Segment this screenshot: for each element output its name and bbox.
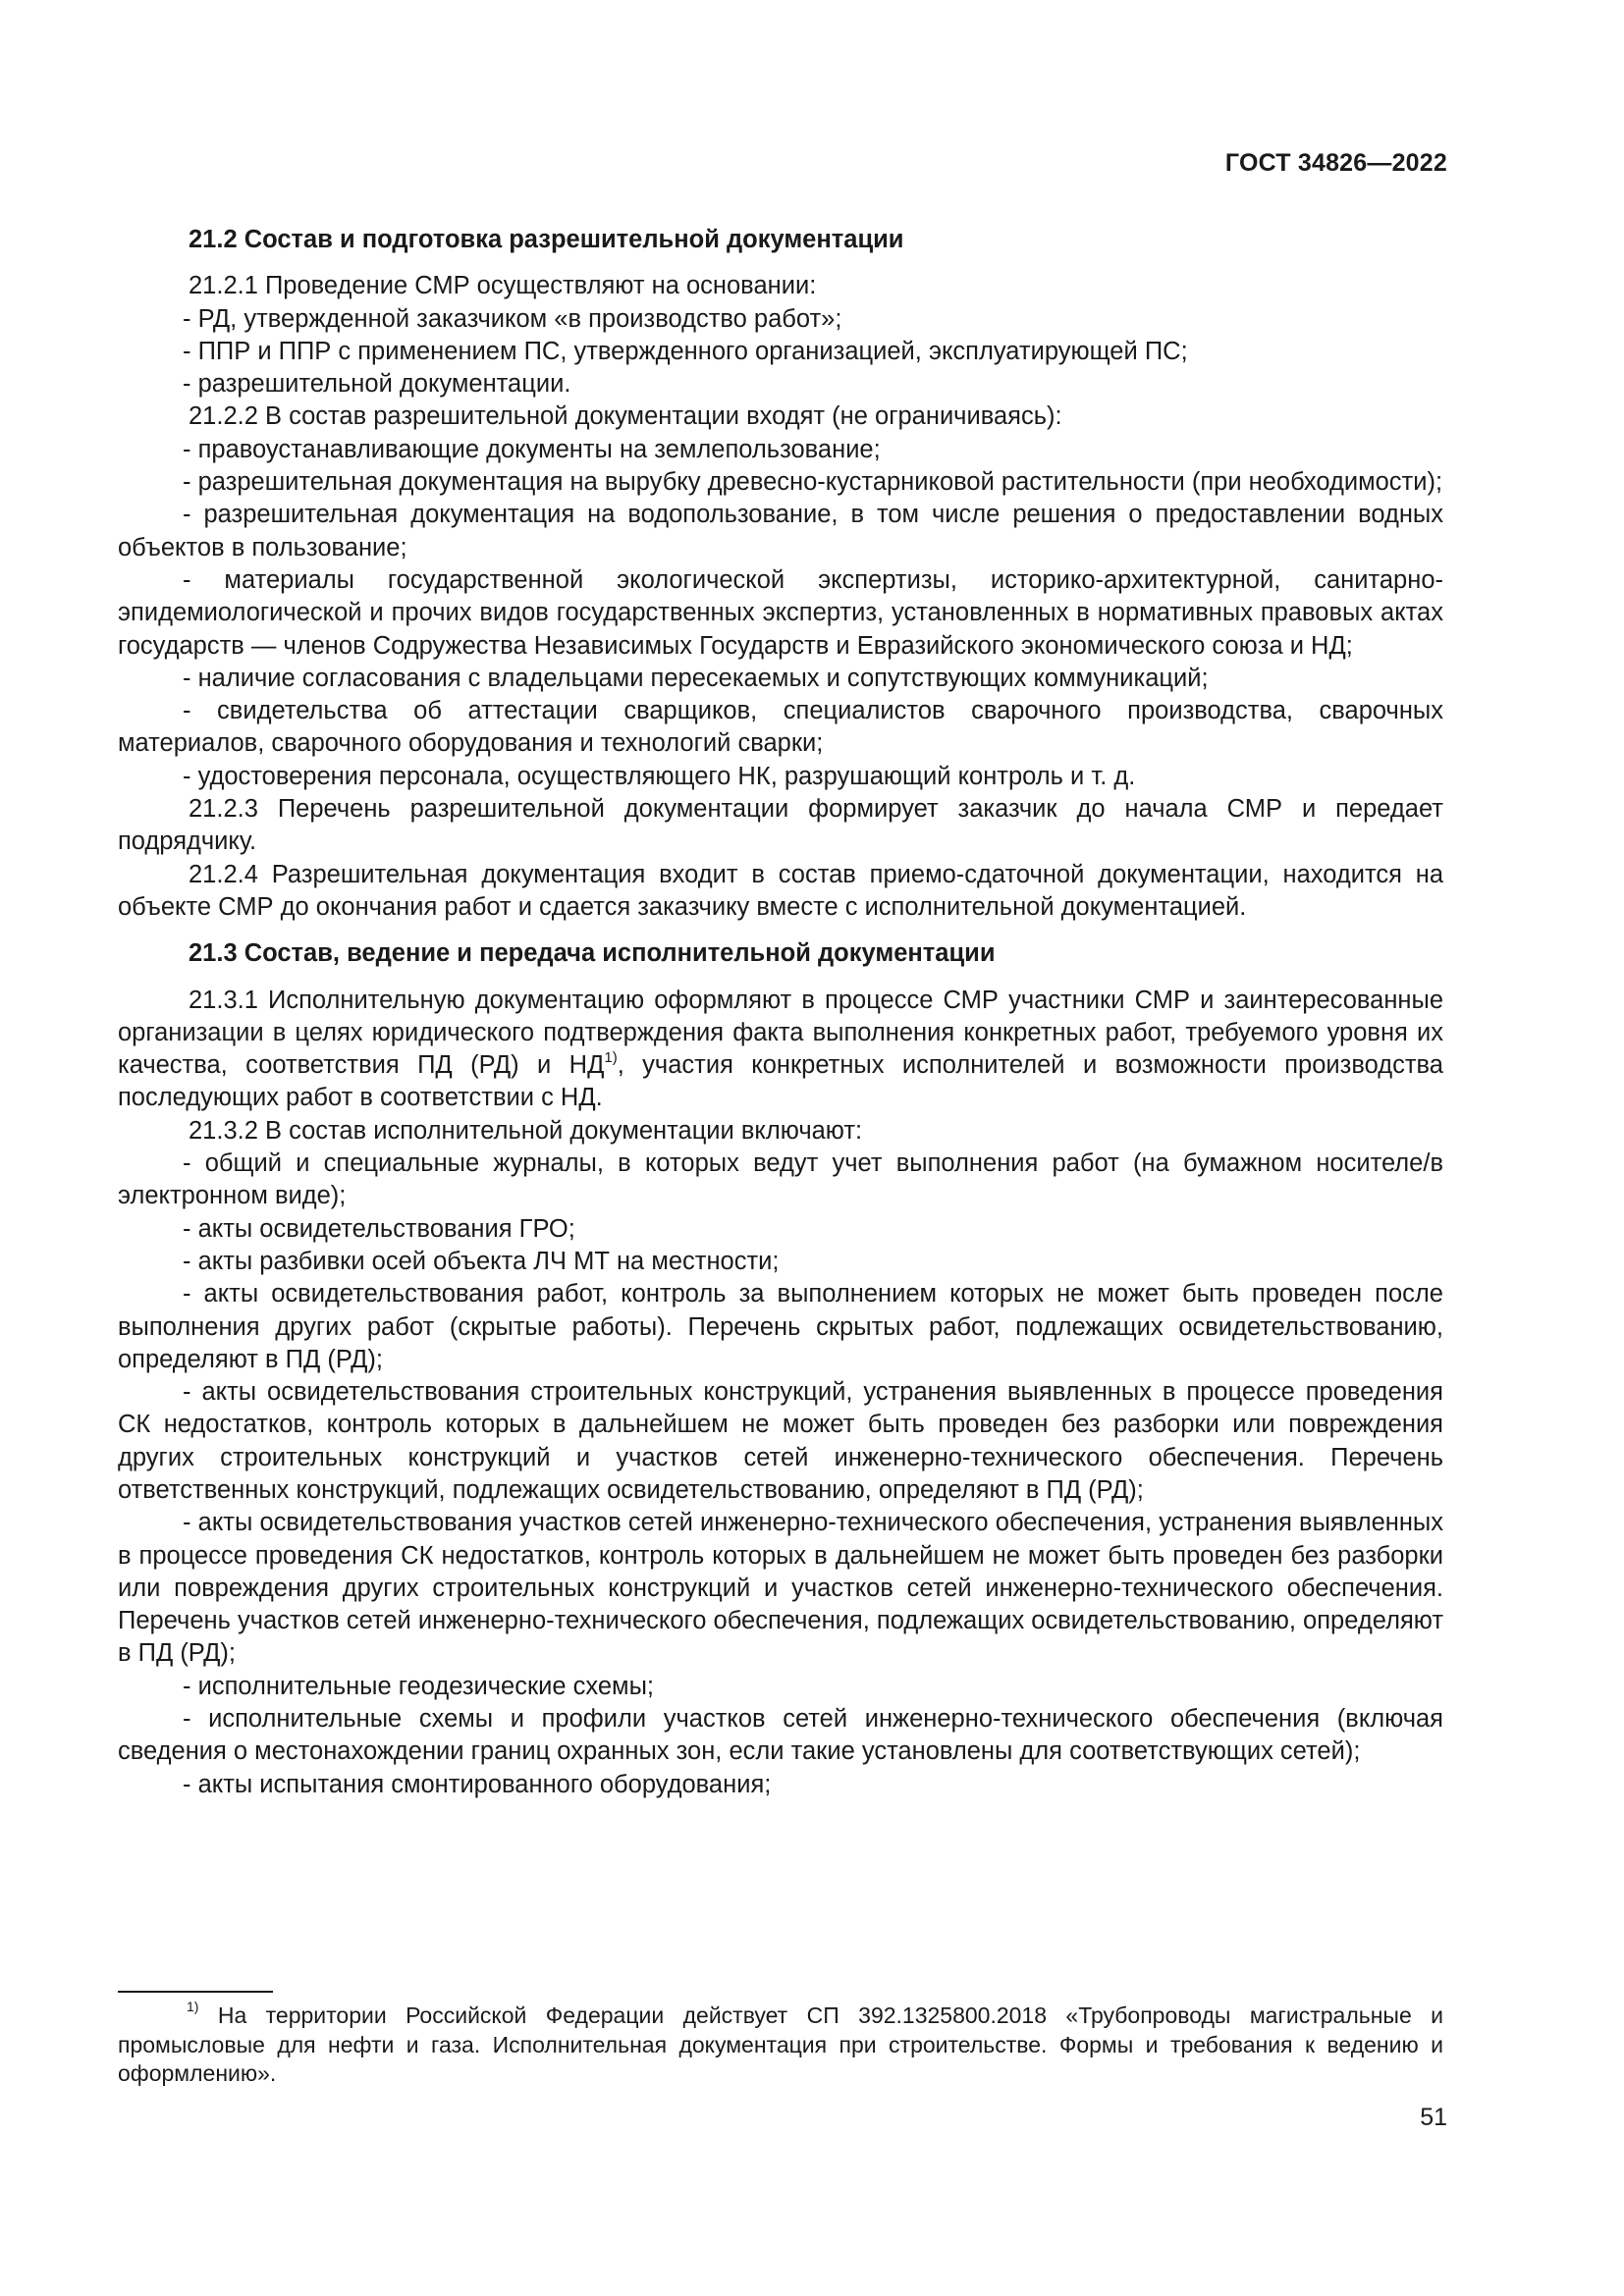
list-item: - акты освидетельствования участков сетей инженерно-технического обеспечения, устранения выявленных в процессе проведения СК недостатков, контроль которых в дальнейшем не может быть проведен без разборки или повреждения других строительных конструкций и участков сетей инженерно-технического обеспечения. Перечень участков сетей инженерно-технического обеспечения, подлежащих освидетельствованию, определяют в ПД (РД); <box>118 1509 1443 1668</box>
list-item: - удостоверения персонала, осуществляющего НК, разрушающий контроль и т. д. <box>183 762 1136 790</box>
section-title-21-2: 21.2 Состав и подготовка разрешительной документации <box>189 226 904 253</box>
list-item: - наличие согласования с владельцами пересекаемых и сопутствующих коммуникаций; <box>183 664 1209 692</box>
list-item: - разрешительной документации. <box>183 370 571 399</box>
footnote-reference[interactable]: 1) <box>604 1048 618 1066</box>
list-item: - РД, утвержденной заказчиком «в производство работ»; <box>183 304 842 333</box>
list-item: - акты испытания смонтированного оборудования; <box>183 1770 772 1798</box>
paragraph-text: , участия конкретных исполнителей и возможности производства последующих работ в соответствии с НД. <box>118 1051 1443 1112</box>
paragraph-21-2-3: 21.2.3 Перечень разрешительной документации формирует заказчик до начала СМР и передает подрядчику. <box>118 795 1443 856</box>
list-item: - акты освидетельствования ГРО; <box>183 1214 575 1243</box>
list-item: - исполнительные схемы и профили участков сетей инженерно-технического обеспечения (включая сведения о местонахождении границ охранных зон, если такие установлены для соответствующих сетей); <box>118 1705 1443 1766</box>
list-item: - общий и специальные журналы, в которых ведут учет выполнения работ (на бумажном носителе/в электронном виде); <box>118 1149 1443 1210</box>
document-body <box>118 224 1443 1801</box>
paragraph-21-3-2: 21.3.2 В состав исполнительной документации включают: <box>189 1116 863 1145</box>
footnote-divider <box>118 1991 273 1993</box>
paragraph-21-2-2: 21.2.2 В состав разрешительной документации входят (не ограничиваясь): <box>189 402 1062 431</box>
page-number: 51 <box>1420 2104 1447 2131</box>
list-item: - исполнительные геодезические схемы; <box>183 1672 654 1700</box>
list-item: - материалы государственной экологической экспертизы, историко-архитектурной, санитарно-эпидемиологической и прочих видов государственных экспертиз, установленных в нормативных правовых актах государств — членов Содружества Независимых Государств и Евразийского экономического союза и НД; <box>118 565 1443 660</box>
list-item: - ППР и ППР с применением ПС, утвержденного организацией, эксплуатирующей ПС; <box>183 337 1188 365</box>
paragraph-21-2-1: 21.2.1 Проведение СМР осуществляют на основании: <box>189 272 817 300</box>
section-title-21-3: 21.3 Состав, ведение и передача исполнительной документации <box>189 939 996 968</box>
list-item: - разрешительная документация на водопользование, в том числе решения о предоставлении водных объектов в пользование; <box>118 501 1443 561</box>
list-item: - акты освидетельствования работ, контроль за выполнением которых не может быть проведен после выполнения других работ (скрытые работы). Перечень скрытых работ, подлежащих освидетельствованию, определяют в ПД (РД); <box>118 1280 1443 1373</box>
document-standard-number: ГОСТ 34826—2022 <box>1224 149 1447 177</box>
list-item: - разрешительная документация на вырубку древесно-кустарниковой растительности (при необходимости); <box>183 468 1443 497</box>
paragraph-text: 21.3.1 Исполнительную документацию оформляют в процессе СМР участники СМР и заинтересованные организации в целях юридического подтверждения факта выполнения конкретных работ, требуемого уровня их качества, соответствия ПД (РД) и НД <box>118 986 1443 1080</box>
list-item: - правоустанавливающие документы на землепользование; <box>183 435 881 463</box>
paragraph-21-3-1 <box>118 985 1443 1115</box>
list-item: - акты освидетельствования строительных конструкций, устранения выявленных в процессе проведения СК недостатков, контроль которых в дальнейшем не может быть проведен без разборки или повреждения других строительных конструкций и участков сетей инженерно-технического обеспечения. Перечень ответственных конструкций, подлежащих освидетельствованию, определяют в ПД (РД); <box>118 1378 1443 1504</box>
list-item: - свидетельства об аттестации сварщиков, специалистов сварочного производства, сварочных материалов, сварочного оборудования и технологий сварки; <box>118 697 1443 758</box>
footnote-marker: 1) <box>187 1999 199 2015</box>
footnote-text: На территории Российской Федерации действует СП 392.1325800.2018 «Трубопроводы магистральные и промысловые для нефти и газа. Исполнительная документация при строительстве. Формы и требования к ведению и оформлению». <box>118 2002 1443 2086</box>
paragraph-21-2-4: 21.2.4 Разрешительная документация входит в состав приемо-сдаточной документации, находится на объекте СМР до окончания работ и сдается заказчику вместе с исполнительной документацией. <box>118 860 1443 921</box>
footnote <box>118 1999 1443 2089</box>
list-item: - акты разбивки осей объекта ЛЧ МТ на местности; <box>183 1247 780 1275</box>
